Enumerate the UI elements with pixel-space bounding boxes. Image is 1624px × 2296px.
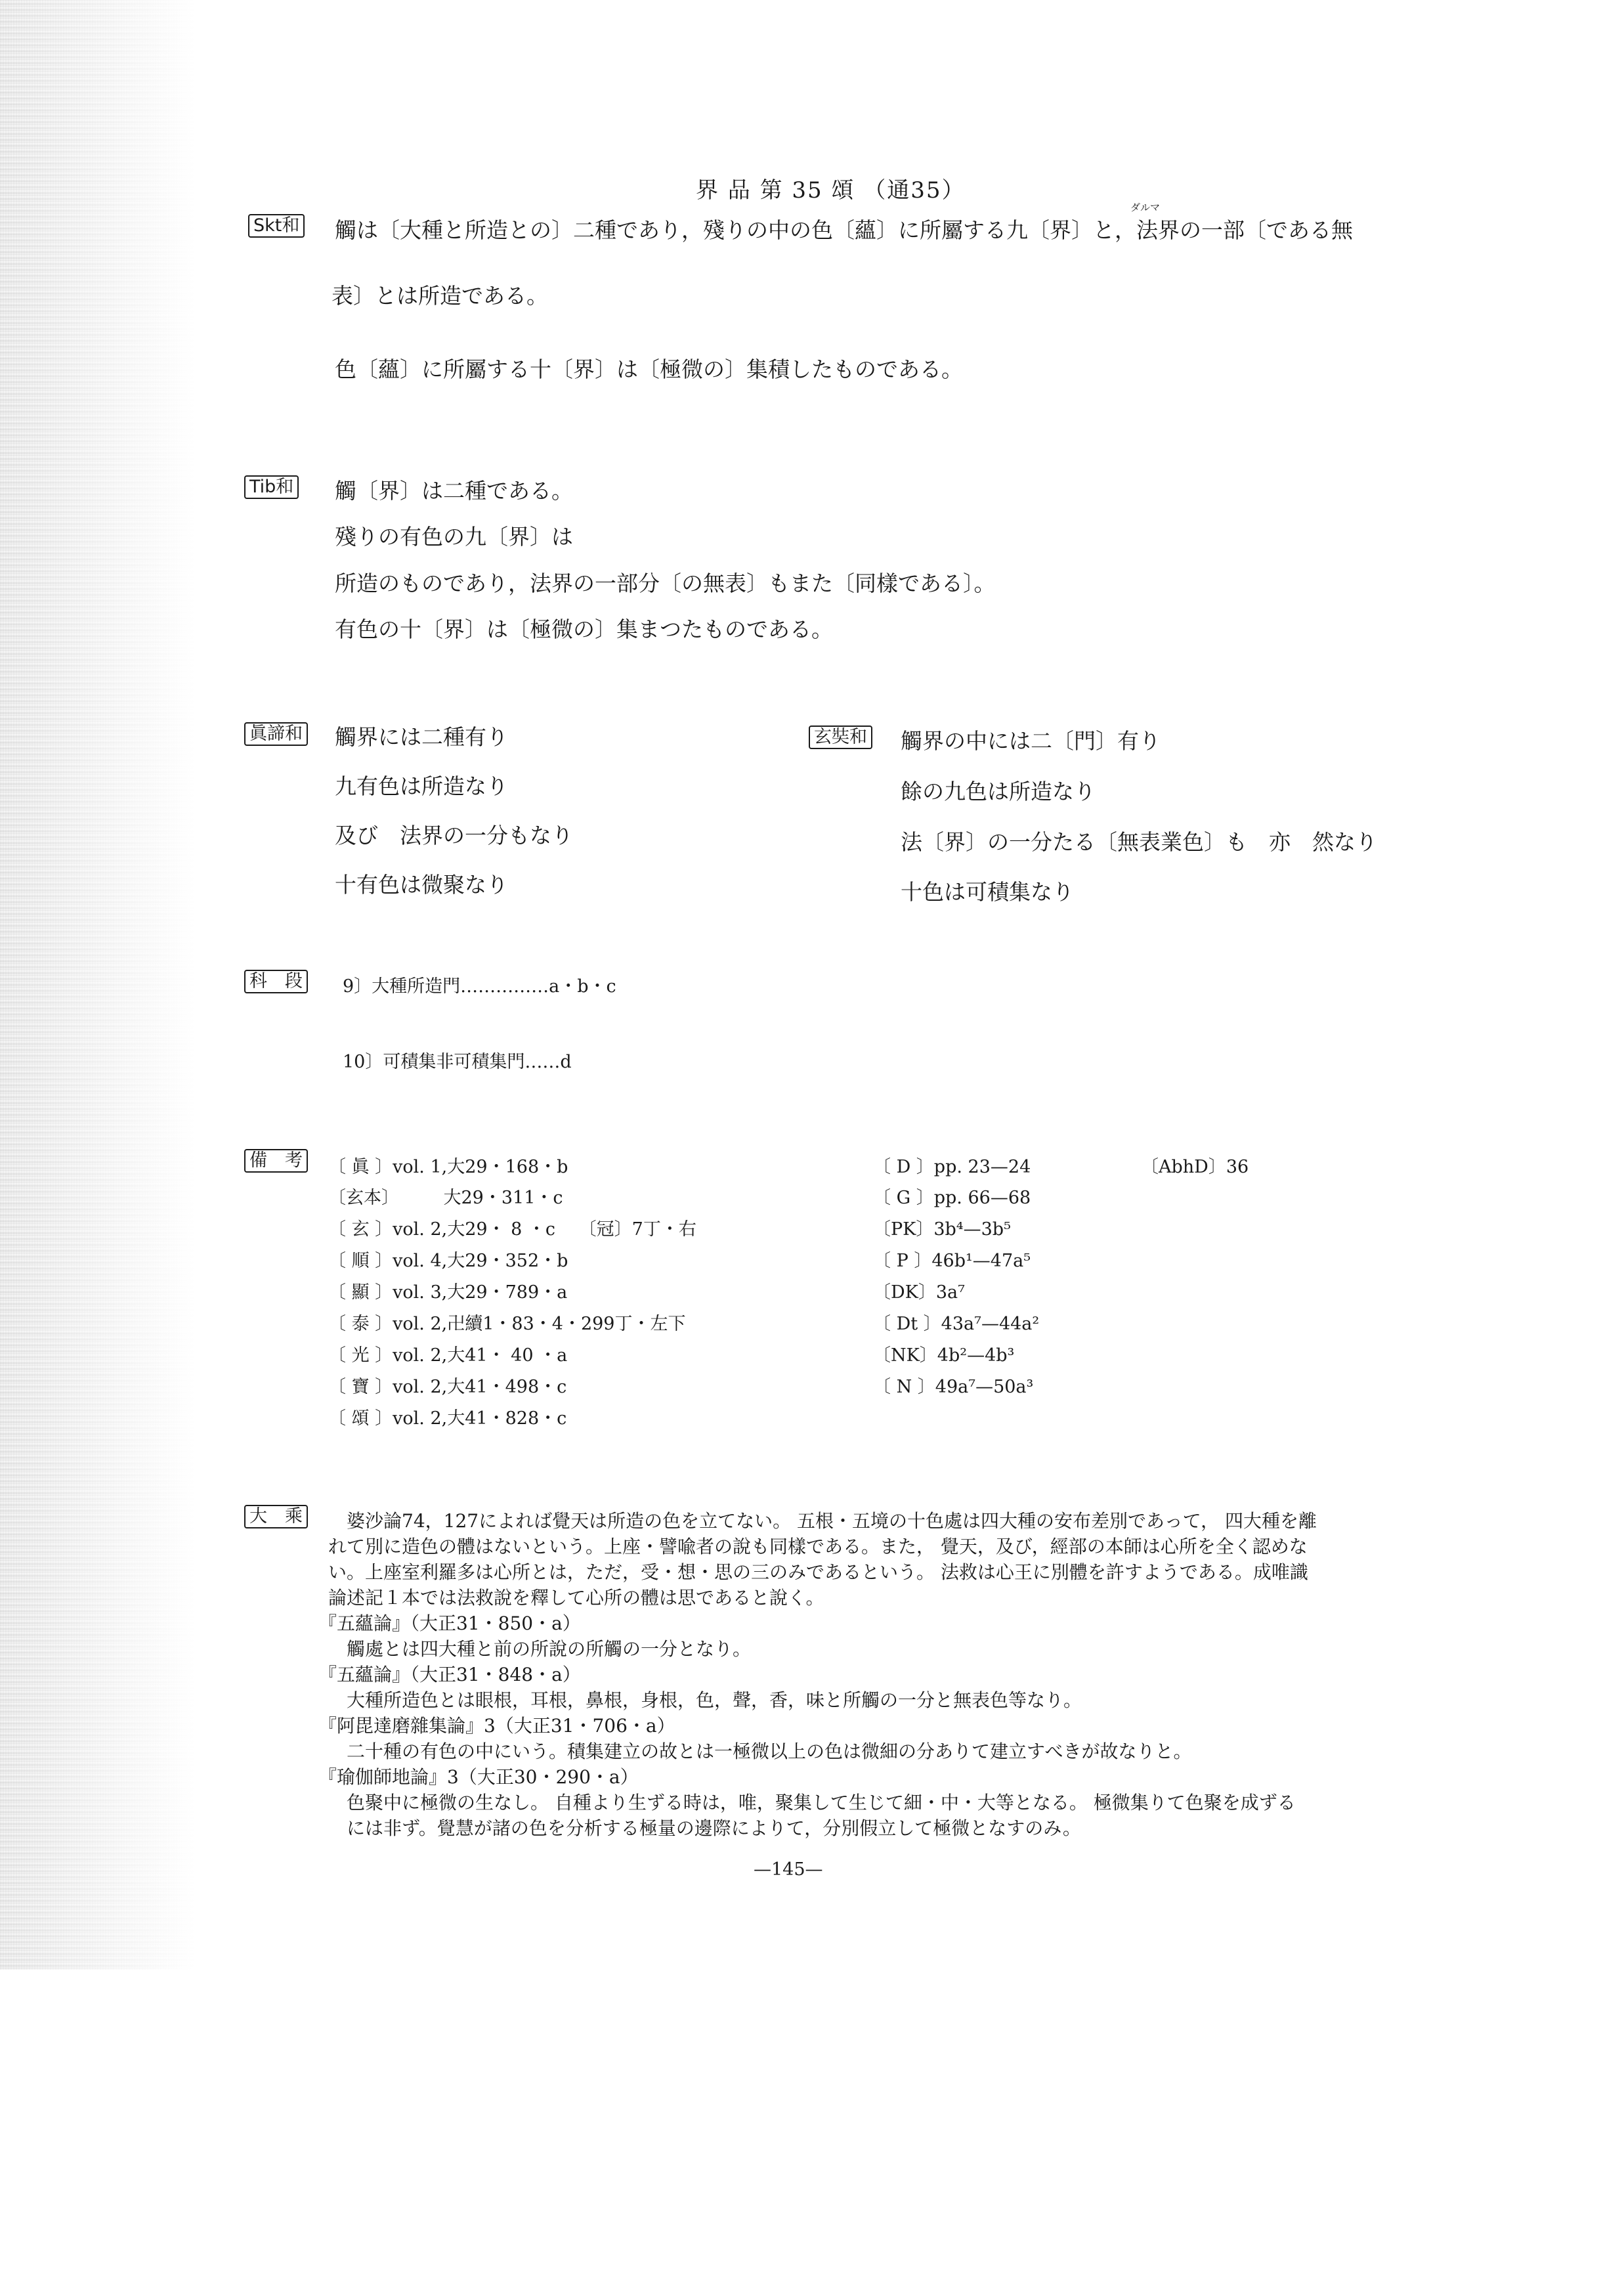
kadan-line-1: 9〕大種所造門……………a・b・c [343, 976, 616, 997]
bikou-abhd: 〔AbhD〕36 [1141, 1157, 1249, 1177]
tib-line-1: 觸〔界〕は二種である。 [335, 478, 573, 504]
page-title: 界 品 第 35 頌 （通35） [696, 177, 966, 204]
shintai-line-3: 及び 法界の一分もなり [335, 823, 573, 848]
scan-shadow [0, 0, 197, 1970]
furigana-dharma: ダルマ [1130, 202, 1161, 213]
daijo-line-7: 『五蘊論』（大正31・848・a） [318, 1664, 581, 1685]
tib-line-2: 殘りの有色の九〔界〕は [335, 524, 573, 550]
bikou-left-6: 〔 泰 〕vol. 2,卍續1・83・4・299丁・左下 [328, 1314, 686, 1334]
section-tag-bikou: 備 考 [244, 1149, 308, 1173]
daijo-line-6: 觸處とは四大種と前の所說の所觸の一分となり。 [328, 1638, 752, 1660]
bikou-right-8: 〔 N 〕49a⁷—50a³ [873, 1377, 1034, 1397]
section-tag-kadan: 科 段 [244, 970, 308, 993]
section-tag-genjo: 玄奘和 [809, 726, 872, 749]
genjo-line-1: 觸界の中には二〔門〕有り [901, 728, 1161, 754]
bikou-left-2: 〔玄本〕 大29・311・c [328, 1188, 563, 1208]
genjo-line-4: 十色は可積集なり [901, 879, 1074, 905]
bikou-right-7: 〔NK〕4b²—4b³ [873, 1345, 1015, 1366]
tib-line-4: 有色の十〔界〕は〔極微の〕集まつたものである。 [335, 617, 833, 642]
skt-line-3: 色〔蘊〕に所屬する十〔界〕は〔極微の〕集積したものである。 [335, 357, 963, 382]
daijo-line-4: 論述記１本では法救說を釋して心所の體は思であると說く。 [328, 1587, 824, 1609]
shintai-line-1: 觸界には二種有り [335, 724, 508, 750]
genjo-line-3: 法〔界〕の一分たる〔無表業色〕も 亦 然なり [901, 829, 1377, 855]
section-tag-shintai: 眞諦和 [244, 722, 308, 746]
skt-line-1: 觸は〔大種と所造との〕二種であり，殘りの中の色〔蘊〕に所屬する九〔界〕と，法界の一部〔である無 [335, 217, 1353, 243]
daijo-line-3: い。上座室利羅多は心所とは，ただ，受・想・思の三のみであるという。 法救は心王に別體を許すようである。成唯識 [328, 1561, 1308, 1583]
bikou-right-4: 〔 P 〕46b¹—47a⁵ [873, 1251, 1031, 1271]
bikou-left-7: 〔 光 〕vol. 2,大41・ 40 ・a [328, 1345, 568, 1366]
skt-line-2: 表〕とは所造である。 [331, 283, 548, 309]
daijo-line-8: 大種所造色とは眼根，耳根，鼻根，身根，色，聲，香，味と所觸の一分と無表色等なり。 [328, 1689, 1082, 1711]
bikou-right-6: 〔 Dt 〕43a⁷—44a² [873, 1314, 1040, 1334]
bikou-left-5: 〔 顯 〕vol. 3,大29・789・a [328, 1282, 568, 1303]
bikou-right-1: 〔 D 〕pp. 23—24 [873, 1157, 1031, 1177]
genjo-line-2: 餘の九色は所造なり [901, 779, 1096, 804]
page-number: —145— [754, 1859, 823, 1880]
section-tag-skt: Skt和 [248, 214, 305, 238]
section-tag-tib: Tib和 [244, 475, 299, 499]
daijo-line-13: には非ず。覺慧が諸の色を分析する極量の邊際によりて，分別假立して極微となすのみ。 [328, 1817, 1081, 1839]
bikou-left-3: 〔 玄 〕vol. 2,大29・ 8 ・c 〔冠〕7丁・右 [328, 1219, 696, 1240]
bikou-left-4: 〔 順 〕vol. 4,大29・352・b [328, 1251, 568, 1271]
bikou-right-2: 〔 G 〕pp. 66—68 [873, 1188, 1031, 1208]
bikou-right-5: 〔DK〕3a⁷ [873, 1282, 965, 1303]
daijo-line-1: 婆沙論74，127によれば覺天は所造の色を立てない。 五根・五境の十色處は四大種の安布差別であって， 四大種を離 [328, 1510, 1317, 1532]
section-tag-daijo: 大 乘 [244, 1505, 308, 1528]
bikou-left-9: 〔 頌 〕vol. 2,大41・828・c [328, 1408, 567, 1429]
shintai-line-4: 十有色は微聚なり [335, 872, 508, 898]
bikou-left-8: 〔 寶 〕vol. 2,大41・498・c [328, 1377, 567, 1397]
daijo-line-10: 二十種の有色の中にいう。積集建立の故とは一極微以上の色は微細の分ありて建立すべきが故なりと。 [328, 1741, 1192, 1762]
shintai-line-2: 九有色は所造なり [335, 773, 508, 799]
daijo-line-11: 『瑜伽師地論』3（大正30・290・a） [318, 1766, 639, 1788]
kadan-line-2: 10〕可積集非可積集門……d [343, 1052, 572, 1072]
tib-line-3: 所造のものであり，法界の一部分〔の無表〕もまた〔同樣である〕。 [335, 571, 996, 596]
bikou-right-3: 〔PK〕3b⁴—3b⁵ [873, 1219, 1011, 1240]
daijo-line-12: 色聚中に極微の生なし。 自種より生ずる時は，唯，聚集して生じて細・中・大等となる。 極微集りて色聚を成ずる [328, 1792, 1296, 1813]
bikou-left-1: 〔 眞 〕vol. 1,大29・168・b [328, 1157, 568, 1177]
daijo-line-2: れて別に造色の體はないという。上座・譬喩者の說も同樣である。また， 覺天，及び，經部の本師は心所を全く認めな [328, 1536, 1308, 1557]
daijo-line-9: 『阿毘達磨雜集論』3（大正31・706・a） [318, 1715, 675, 1737]
daijo-line-5: 『五蘊論』（大正31・850・a） [318, 1613, 581, 1634]
